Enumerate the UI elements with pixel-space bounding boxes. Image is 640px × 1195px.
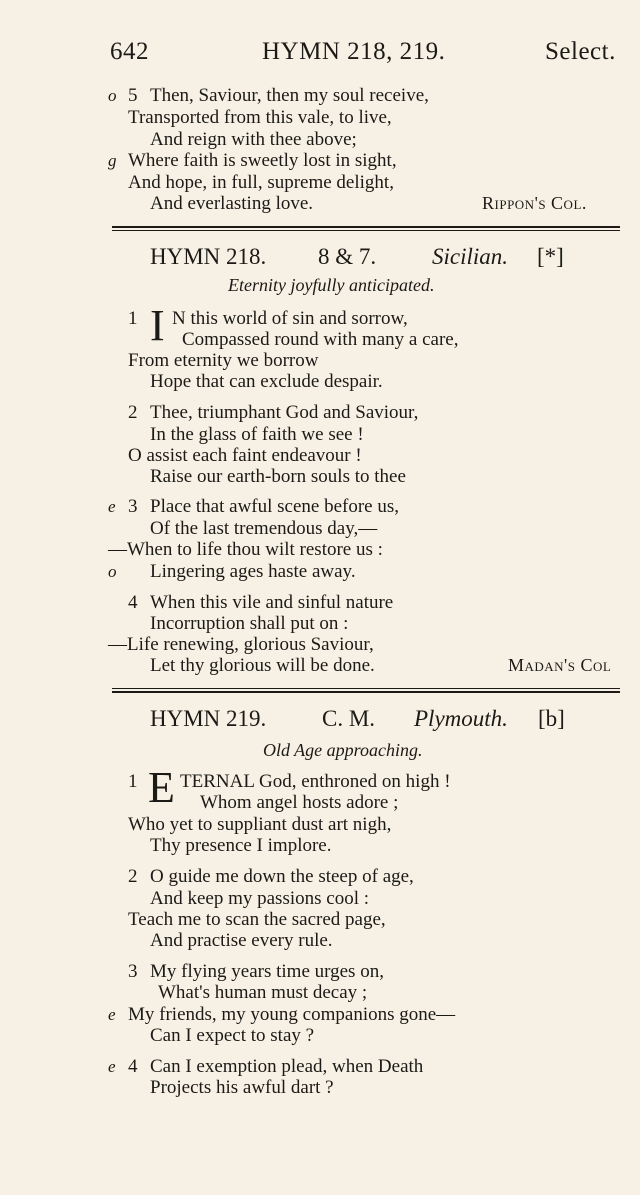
verse-line: Let thy glorious will be done. [150,655,375,676]
verse-line: And practise every rule. [150,930,333,951]
verse-line: Hope that can exclude despair. [150,371,383,392]
verse-line: Lingering ages haste away. [150,561,356,582]
divider-rule [112,226,620,228]
verse-line: My flying years time urges on, [150,961,384,982]
verse-mark: o [108,562,117,581]
verse-mark: g [108,151,117,170]
verse-number: 2 [128,866,138,887]
verse-line: N this world of sin and sorrow, [172,308,408,329]
verse-number: 3 [128,961,138,982]
verse-number: 1 [128,308,138,329]
verse-line: Incorruption shall put on : [150,613,349,634]
verse-number: 2 [128,402,138,423]
verse-line: Projects his awful dart ? [150,1077,334,1098]
drop-cap: I [150,301,165,350]
verse-line: Raise our earth-born souls to thee [150,466,406,487]
divider-rule [112,688,620,689]
hymn-218-tune: Sicilian. [432,244,509,269]
verse-line: Thee, triumphant God and Saviour, [150,402,419,423]
verse-number: 5 [128,85,138,106]
verse-line: Thy presence I implore. [150,835,332,856]
verse-line: —When to life thou wilt restore us : [108,539,383,560]
verse-line: And keep my passions cool : [150,888,370,909]
hymn-219-meter: C. M. [322,706,376,731]
verse-line: Compassed round with many a care, [182,329,459,350]
verse-line: And hope, in full, supreme delight, [128,172,394,193]
section-label: Select. [545,38,616,65]
verse-number: 4 [128,592,138,613]
verse-mark: e [108,497,116,516]
hymn-219-subtitle: Old Age approaching. [263,740,423,760]
hymn-219-tune: Plymouth. [414,706,508,731]
page-number: 642 [110,38,149,65]
verse-line: In the glass of faith we see ! [150,424,364,445]
verse-line: Where faith is sweetly lost in sight, [128,150,397,171]
verse-line: Transported from this vale, to live, [128,107,392,128]
hymn-218-meter: 8 & 7. [318,244,377,269]
verse-mark: e [108,1057,116,1076]
divider-rule [112,230,620,231]
verse-mark: e [108,1005,116,1024]
source-credit: Rippon's Col. [482,193,587,213]
verse-line: Place that awful scene before us, [150,496,400,517]
verse-line: Can I expect to stay ? [150,1025,315,1046]
hymn-219-label: HYMN 219. [150,706,267,731]
verse-line: Teach me to scan the sacred page, [128,909,386,930]
verse-line: My friends, my young companions gone— [128,1004,456,1025]
hymn-218-subtitle: Eternity joyfully anticipated. [228,275,435,295]
verse-number: 1 [128,771,138,792]
divider-rule [112,691,620,693]
hymn-218-label: HYMN 218. [150,244,267,269]
verse-number: 4 [128,1056,138,1077]
verse-line: Can I exemption plead, when Death [150,1056,424,1077]
drop-cap: E [148,763,175,812]
verse-line: Of the last tremendous day,— [150,518,378,539]
source-credit: Madan's Col [508,655,612,675]
verse-line: TERNAL God, enthroned on high ! [180,771,451,792]
verse-line: O assist each faint endeavour ! [128,445,362,466]
verse-number: 3 [128,496,138,517]
hymn-219-marker: [b] [538,706,565,731]
verse-line: Who yet to suppliant dust art nigh, [128,814,392,835]
verse-line: From eternity we borrow [128,350,319,371]
verse-line: —Life renewing, glorious Saviour, [108,634,374,655]
verse-line: Whom angel hosts adore ; [200,792,399,813]
hymn-218-marker: [*] [537,244,564,269]
verse-line: And reign with thee above; [150,129,357,150]
verse-line: Then, Saviour, then my soul receive, [150,85,429,106]
verse-mark: o [108,86,117,105]
verse-line: And everlasting love. [150,193,314,214]
running-title: HYMN 218, 219. [262,38,446,65]
verse-line: When this vile and sinful nature [150,592,394,613]
verse-line: What's human must decay ; [158,982,368,1003]
verse-line: O guide me down the steep of age, [150,866,414,887]
